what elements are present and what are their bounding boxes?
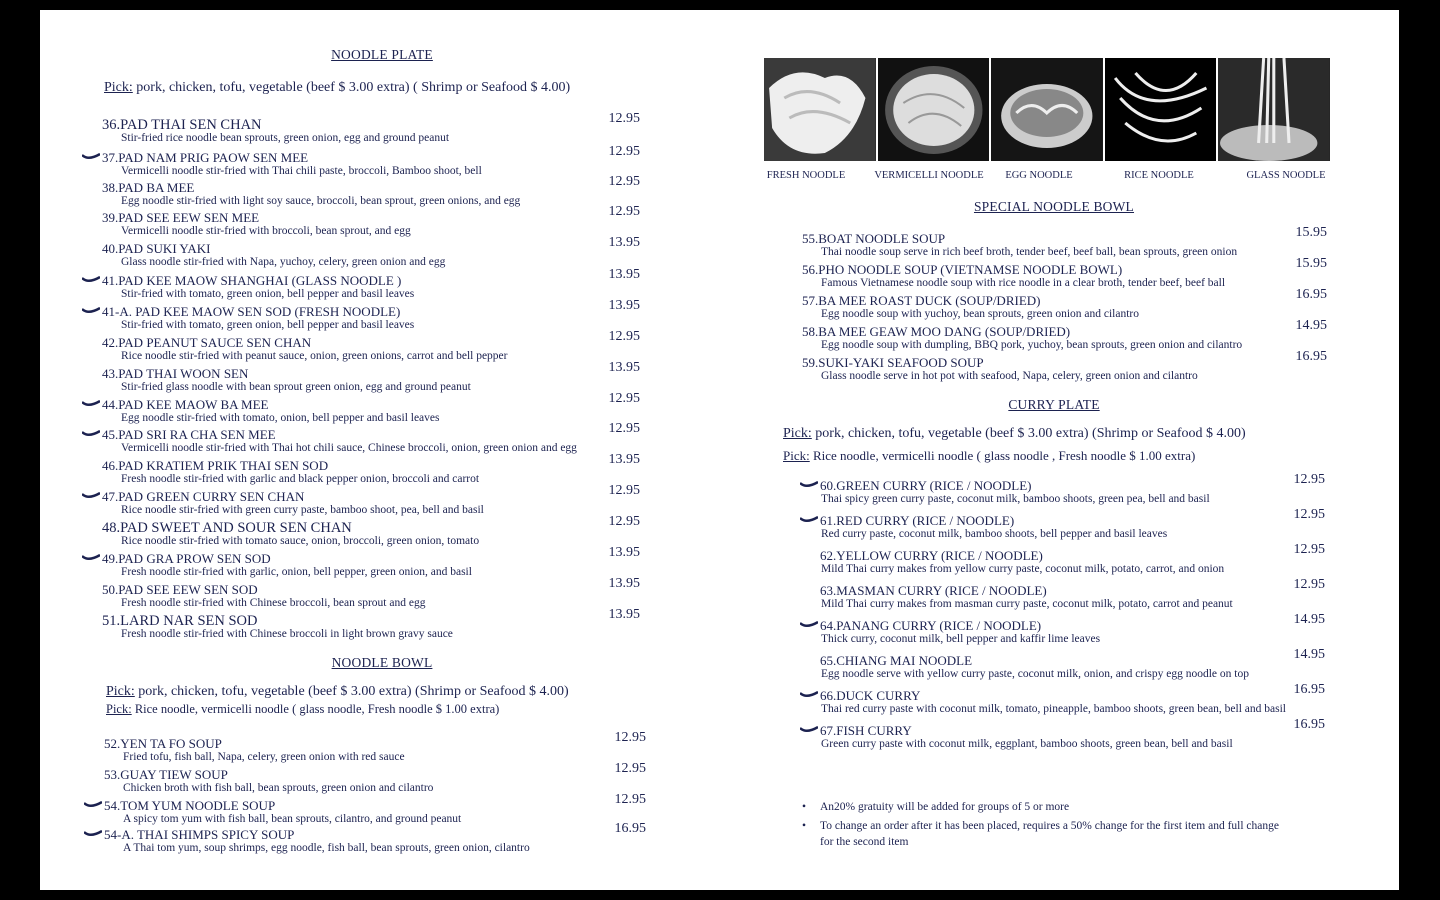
spicy-check-icon bbox=[800, 621, 818, 629]
menu-item-price: 16.95 bbox=[614, 821, 646, 836]
spicy-check-icon bbox=[800, 691, 818, 699]
menu-item-price: 12.95 bbox=[608, 483, 640, 498]
menu-item-price: 16.95 bbox=[1295, 349, 1327, 364]
menu-item-description: Thai spicy green curry paste, coconut milk, bamboo shoots, green pea, bell and basil bbox=[821, 493, 1210, 505]
menu-item-name: 66.DUCK CURRY bbox=[820, 688, 921, 703]
menu-item bbox=[764, 577, 1344, 613]
bullet: • bbox=[802, 801, 807, 813]
menu-item-name: 57.BA MEE ROAST DUCK (SOUP/DRIED) bbox=[802, 293, 1041, 308]
menu-item bbox=[102, 821, 662, 857]
curry-plate-title: CURRY PLATE bbox=[1008, 397, 1100, 412]
menu-item-description: Fresh noodle stir-fried with garlic and black pepper onion, broccoli and carrot bbox=[121, 473, 480, 485]
noodle-caption-egg: EGG NOODLE bbox=[1005, 170, 1073, 181]
spicy-check-icon bbox=[82, 400, 100, 408]
special-bowl-title: SPECIAL NOODLE BOWL bbox=[973, 199, 1135, 214]
menu-item-description: Fried tofu, fish ball, Napa, celery, green onion with red sauce bbox=[123, 751, 405, 763]
menu-item-description: Egg noodle serve with yellow curry paste, coconut milk, onion, and crispy egg noodle on top bbox=[821, 668, 1249, 680]
spicy-check-icon bbox=[82, 492, 100, 500]
menu-item-name: 64.PANANG CURRY (RICE / NOODLE) bbox=[820, 618, 1042, 633]
menu-item bbox=[764, 647, 1344, 683]
menu-item-name: 39.PAD SEE EEW SEN MEE bbox=[102, 210, 260, 225]
curry-plate-pick-2 bbox=[783, 448, 1195, 464]
menu-item-description: Rice noodle stir-fried with green curry paste, bamboo shoot, pea, bell and basil bbox=[121, 504, 484, 516]
noodle-photo-strip bbox=[764, 58, 1330, 161]
menu-item-name: 55.BOAT NOODLE SOUP bbox=[802, 231, 946, 246]
menu-item-name: 50.PAD SEE EEW SEN SOD bbox=[102, 582, 258, 597]
spicy-check-icon bbox=[82, 554, 100, 562]
menu-item-price: 12.95 bbox=[1293, 472, 1325, 487]
menu-item-description: Stir-fried rice noodle bean sprouts, green onion, egg and ground peanut bbox=[121, 132, 450, 144]
menu-item-name: 49.PAD GRA PROW SEN SOD bbox=[102, 551, 271, 566]
menu-item-price: 12.95 bbox=[608, 111, 640, 126]
menu-item bbox=[102, 576, 662, 612]
glass-noodle-photo bbox=[1218, 58, 1330, 161]
menu-item bbox=[102, 514, 662, 550]
menu-item-name: 63.MASMAN CURRY (RICE / NOODLE) bbox=[820, 583, 1047, 598]
noodle-bowl-pick bbox=[106, 684, 569, 700]
menu-item-price: 12.95 bbox=[614, 761, 646, 776]
menu-item-description: Fresh noodle stir-fried with Chinese broccoli, bean sprout and egg bbox=[121, 597, 426, 609]
menu-item bbox=[102, 792, 662, 828]
spicy-check-icon bbox=[84, 801, 102, 809]
pick-text: Rice noodle, vermicelli noodle ( glass noodle , Fresh noodle $ 1.00 extra) bbox=[809, 448, 1196, 463]
menu-item-name: 59.SUKI-YAKI SEAFOOD SOUP bbox=[802, 355, 984, 370]
menu-item bbox=[102, 761, 662, 797]
menu-item bbox=[102, 235, 662, 271]
pick-text: pork, chicken, tofu, vegetable (beef $ 3.00 extra) (Shrimp or Seafood $ 4.00) bbox=[134, 684, 569, 699]
menu-item-description: Egg noodle soup with yuchoy, bean sprouts, green onion and cilantro bbox=[821, 308, 1139, 320]
menu-item-price: 15.95 bbox=[1295, 225, 1327, 240]
menu-item-price: 13.95 bbox=[608, 452, 640, 467]
menu-item-description: Stir-fried glass noodle with bean sprout green onion, egg and ground peanut bbox=[121, 381, 471, 393]
menu-item bbox=[102, 483, 662, 519]
rice-noodle-photo bbox=[1105, 58, 1219, 161]
menu-item bbox=[764, 612, 1344, 648]
menu-item-description: Vermicelli noodle stir-fried with broccoli, bean sprout, and egg bbox=[121, 225, 411, 237]
menu-item-price: 13.95 bbox=[608, 545, 640, 560]
menu-item-name: 43.PAD THAI WOON SEN bbox=[102, 366, 249, 381]
menu-item-description: Thick curry, coconut milk, bell pepper and kaffir lime leaves bbox=[821, 633, 1101, 645]
menu-item-name: 48.PAD SWEET AND SOUR SEN CHAN bbox=[102, 520, 352, 536]
menu-item-description: Vermicelli noodle stir-fried with Thai hot chili sauce, Chinese broccoli, onion, green onion and egg bbox=[121, 442, 577, 454]
menu-item-price: 14.95 bbox=[1295, 318, 1327, 333]
menu-item-price: 16.95 bbox=[1293, 682, 1325, 697]
menu-item-name: 56.PHO NOODLE SOUP (VIETNAMSE NOODLE BOWL) bbox=[802, 262, 1123, 277]
menu-item-name: 60.GREEN CURRY (RICE / NOODLE) bbox=[820, 478, 1032, 493]
menu-item-description: A spicy tom yum with fish ball, bean sprouts, cilantro, and ground peanut bbox=[123, 813, 462, 825]
menu-item-description: Mild Thai curry makes from yellow curry paste, coconut milk, potato, carrot, and onion bbox=[821, 563, 1225, 575]
menu-item bbox=[102, 111, 662, 147]
menu-item-description: Stir-fried with tomato, green onion, bell pepper and basil leaves bbox=[121, 288, 415, 300]
noodle-caption-fresh: FRESH NOODLE bbox=[766, 170, 846, 181]
menu-item-description: Fresh noodle stir-fried with Chinese broccoli in light brown gravy sauce bbox=[121, 628, 453, 640]
menu-item-name: 45.PAD SRI RA CHA SEN MEE bbox=[102, 427, 276, 442]
noodle-caption-rice: RICE NOODLE bbox=[1124, 170, 1194, 181]
curry-plate-pick bbox=[783, 426, 1246, 442]
menu-item-price: 16.95 bbox=[1295, 287, 1327, 302]
menu-item-description: Stir-fried with tomato, green onion, bell pepper and basil leaves bbox=[121, 319, 415, 331]
menu-item-price: 12.95 bbox=[608, 329, 640, 344]
note-text: for the second item bbox=[820, 836, 909, 848]
menu-item-description: Red curry paste, coconut milk, bamboo shoots, bell pepper and basil leaves bbox=[821, 528, 1168, 540]
menu-item bbox=[764, 225, 1344, 261]
pick-label: Pick: bbox=[106, 702, 132, 716]
menu-page bbox=[40, 10, 1399, 890]
menu-item-description: Vermicelli noodle stir-fried with Thai chili paste, broccoli, Bamboo shoot, bell bbox=[121, 165, 482, 177]
menu-item-price: 12.95 bbox=[1293, 542, 1325, 557]
menu-item-price: 12.95 bbox=[614, 730, 646, 745]
menu-item-description: Rice noodle stir-fried with peanut sauce, onion, green onions, carrot and bell pepper bbox=[121, 350, 508, 362]
noodle-caption-glass: GLASS NOODLE bbox=[1246, 170, 1326, 181]
menu-item bbox=[102, 144, 662, 180]
spicy-check-icon bbox=[82, 430, 100, 438]
menu-item-name: 58.BA MEE GEAW MOO DANG (SOUP/DRIED) bbox=[802, 324, 1071, 339]
menu-item-description: Famous Vietnamese noodle soup with rice noodle in a clear broth, tender beef, beef ball bbox=[821, 277, 1226, 289]
menu-item-description: Fresh noodle stir-fried with garlic, onion, bell pepper, green onion, and basil bbox=[121, 566, 472, 578]
menu-item bbox=[764, 542, 1344, 578]
menu-item-name: 62.YELLOW CURRY (RICE / NOODLE) bbox=[820, 548, 1043, 563]
menu-item-price: 12.95 bbox=[1293, 577, 1325, 592]
gratuity-note bbox=[802, 801, 1070, 813]
spicy-check-icon bbox=[82, 276, 100, 284]
menu-item bbox=[102, 298, 662, 334]
spicy-check-icon bbox=[82, 153, 100, 161]
menu-item-name: 53.GUAY TIEW SOUP bbox=[104, 767, 228, 782]
menu-item-description: Green curry paste with coconut milk, eggplant, bamboo shoots, green bean, bell and basil bbox=[821, 738, 1233, 750]
menu-item-description: Mild Thai curry makes from masman curry paste, coconut milk, potato, carrot and peanut bbox=[821, 598, 1233, 610]
menu-item-name: 36.PAD THAI SEN CHAN bbox=[102, 117, 262, 133]
menu-item-description: Chicken broth with fish ball, bean sprouts, green onion and cilantro bbox=[123, 782, 434, 794]
menu-item bbox=[102, 204, 662, 240]
noodle-plate-title: NOODLE PLATE bbox=[331, 47, 433, 62]
menu-item bbox=[764, 287, 1344, 323]
menu-item-name: 41.PAD KEE MAOW SHANGHAI (GLASS NOODLE ) bbox=[102, 273, 402, 288]
menu-item-price: 12.95 bbox=[608, 204, 640, 219]
menu-item-price: 12.95 bbox=[608, 421, 640, 436]
order-change-note bbox=[802, 820, 1279, 832]
menu-item bbox=[764, 472, 1344, 508]
pick-label: Pick: bbox=[783, 448, 810, 463]
menu-item-price: 12.95 bbox=[608, 391, 640, 406]
spicy-check-icon bbox=[800, 481, 818, 489]
menu-item bbox=[102, 391, 662, 427]
noodle-bowl-title: NOODLE BOWL bbox=[331, 655, 433, 670]
menu-item-price: 13.95 bbox=[608, 267, 640, 282]
menu-item-description: Rice noodle stir-fried with tomato sauce, onion, broccoli, green onion, tomato bbox=[121, 535, 480, 547]
pick-label: Pick: bbox=[783, 426, 812, 441]
menu-item-name: 61.RED CURRY (RICE / NOODLE) bbox=[820, 513, 1015, 528]
vermicelli-noodle-photo bbox=[878, 58, 992, 161]
menu-item bbox=[102, 267, 662, 303]
menu-item-name: 51.LARD NAR SEN SOD bbox=[102, 613, 258, 629]
menu-item-name: 54.TOM YUM NOODLE SOUP bbox=[104, 798, 276, 813]
menu-item-price: 12.95 bbox=[608, 514, 640, 529]
menu-item bbox=[764, 318, 1344, 354]
menu-item bbox=[102, 421, 662, 457]
menu-item-price: 13.95 bbox=[608, 360, 640, 375]
menu-item bbox=[764, 682, 1344, 718]
menu-item-price: 13.95 bbox=[608, 298, 640, 313]
menu-item-description: A Thai tom yum, soup shrimps, egg noodle, fish ball, bean sprouts, green onion, cilantro bbox=[123, 842, 530, 854]
spicy-check-icon bbox=[84, 830, 102, 838]
noodle-plate-pick bbox=[104, 80, 570, 96]
menu-item-price: 16.95 bbox=[1293, 717, 1325, 732]
menu-item-price: 15.95 bbox=[1295, 256, 1327, 271]
noodle-bowl-pick-2 bbox=[106, 702, 499, 717]
pick-text: pork, chicken, tofu, vegetable (beef $ 3.00 extra) (Shrimp or Seafood $ 4.00) bbox=[811, 426, 1246, 441]
menu-item bbox=[102, 360, 662, 396]
menu-item-name: 44.PAD KEE MAOW BA MEE bbox=[102, 397, 269, 412]
note-text: To change an order after it has been placed, requires a 50% change for the first item and full change bbox=[820, 820, 1279, 832]
menu-item bbox=[102, 329, 662, 365]
menu-item bbox=[102, 607, 662, 643]
pick-label: Pick: bbox=[106, 684, 135, 699]
menu-item-price: 14.95 bbox=[1293, 647, 1325, 662]
pick-text: Rice noodle, vermicelli noodle ( glass noodle, Fresh noodle $ 1.00 extra) bbox=[131, 702, 500, 716]
menu-item-price: 13.95 bbox=[608, 607, 640, 622]
egg-noodle-photo bbox=[991, 58, 1105, 161]
menu-item-description: Thai red curry paste with coconut milk, tomato, pineapple, bamboo shoots, green bean, bell and basil bbox=[821, 703, 1286, 715]
menu-item bbox=[764, 349, 1344, 385]
note-text: An20% gratuity will be added for groups of 5 or more bbox=[820, 801, 1070, 813]
spicy-check-icon bbox=[800, 516, 818, 524]
pick-text: pork, chicken, tofu, vegetable (beef $ 3.00 extra) ( Shrimp or Seafood $ 4.00) bbox=[132, 80, 571, 95]
spicy-check-icon bbox=[82, 307, 100, 315]
menu-item-name: 65.CHIANG MAI NOODLE bbox=[820, 653, 973, 668]
menu-item-description: Egg noodle stir-fried with light soy sauce, broccoli, bean sprout, green onions, and egg bbox=[121, 195, 521, 207]
menu-item-description: Glass noodle serve in hot pot with seafood, Napa, celery, green onion and cilantro bbox=[821, 370, 1198, 382]
menu-item-description: Glass noodle stir-fried with Napa, yuchoy, celery, green onion and egg bbox=[121, 256, 446, 268]
menu-item-price: 12.95 bbox=[608, 174, 640, 189]
menu-item-description: Egg noodle stir-fried with tomato, onion, bell pepper and basil leaves bbox=[121, 412, 440, 424]
menu-item-price: 14.95 bbox=[1293, 612, 1325, 627]
menu-item bbox=[764, 507, 1344, 543]
menu-item-description: Egg noodle soup with dumpling, BBQ pork, yuchoy, bean sprouts, green onion and cilantro bbox=[821, 339, 1243, 351]
menu-item-price: 13.95 bbox=[608, 576, 640, 591]
menu-item-name: 40.PAD SUKI YAKI bbox=[102, 241, 211, 256]
menu-item-name: 41-A. PAD KEE MAOW SEN SOD (FRESH NOODLE) bbox=[102, 304, 401, 319]
menu-item-price: 12.95 bbox=[614, 792, 646, 807]
order-change-note-cont bbox=[820, 836, 908, 848]
fresh-noodle-photo bbox=[764, 58, 878, 161]
noodle-caption-vermicelli: VERMICELLI NOODLE bbox=[874, 170, 984, 181]
menu-item bbox=[102, 545, 662, 581]
menu-item bbox=[764, 256, 1344, 292]
menu-item-description: Thai noodle soup serve in rich beef broth, tender beef, beef ball, bean sprouts, green onion bbox=[821, 246, 1238, 258]
menu-item bbox=[102, 730, 662, 766]
menu-item-name: 42.PAD PEANUT SAUCE SEN CHAN bbox=[102, 335, 312, 350]
menu-item-name: 46.PAD KRATIEM PRIK THAI SEN SOD bbox=[102, 458, 329, 473]
bullet: • bbox=[802, 820, 807, 832]
menu-item bbox=[102, 452, 662, 488]
menu-item-name: 47.PAD GREEN CURRY SEN CHAN bbox=[102, 489, 305, 504]
menu-item-price: 12.95 bbox=[608, 144, 640, 159]
menu-item-price: 12.95 bbox=[1293, 507, 1325, 522]
menu-item-name: 67.FISH CURRY bbox=[820, 723, 912, 738]
pick-label: Pick: bbox=[104, 80, 133, 95]
menu-item bbox=[102, 174, 662, 210]
menu-item-name: 52.YEN TA FO SOUP bbox=[104, 736, 222, 751]
menu-item-price: 13.95 bbox=[608, 235, 640, 250]
menu-item-name: 37.PAD NAM PRIG PAOW SEN MEE bbox=[102, 150, 309, 165]
menu-item bbox=[764, 717, 1344, 753]
spicy-check-icon bbox=[800, 726, 818, 734]
menu-item-name: 54-A. THAI SHIMPS SPICY SOUP bbox=[104, 827, 295, 842]
menu-item-name: 38.PAD BA MEE bbox=[102, 180, 195, 195]
